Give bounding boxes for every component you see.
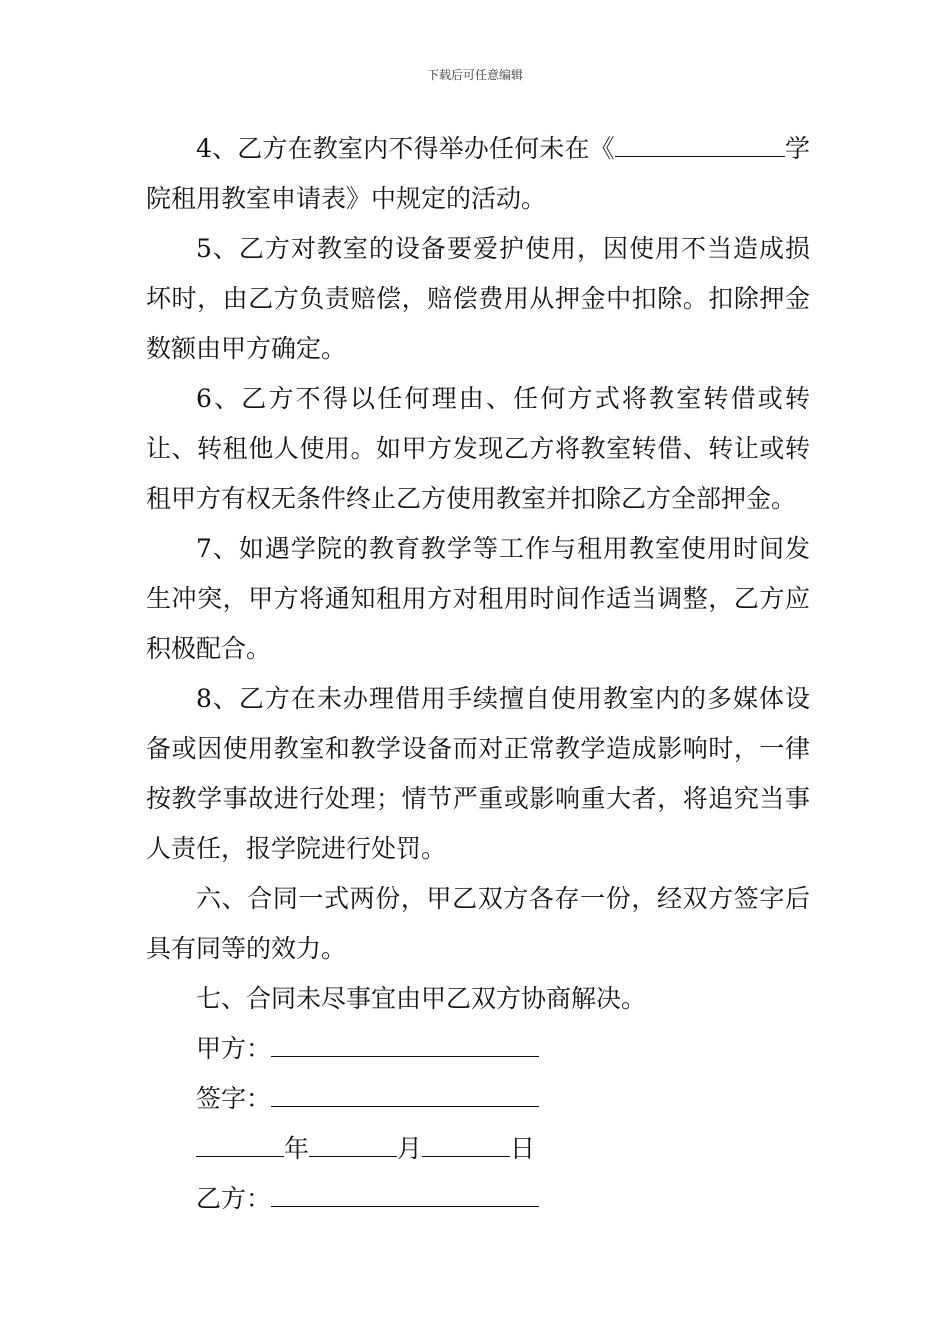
clause-8: 8、乙方在未办理借用手续擅自使用教室内的多媒体设备或因使用教室和教学设备而对正常教学造成影响时，一律按教学事故进行处理；情节严重或影响重大者，将追究当事人责任，报学院进行处罚。 (146, 684, 810, 863)
page-header: 下载后可任意编辑 (426, 68, 523, 82)
clause-4 (146, 124, 810, 224)
sign-blank (271, 1082, 539, 1107)
party-b-blank (271, 1182, 539, 1207)
party-a-blank (271, 1032, 539, 1057)
clause-7: 7、如遇学院的教育教学等工作与租用教室使用时间发生冲突，甲方将通知租用方对租用时间作适当调整，乙方应积极配合。 (146, 534, 810, 663)
clause-4-text-before: 4、乙方在教室内不得举办任何未在《 (196, 134, 615, 163)
party-b-label: 乙方： (196, 1184, 272, 1213)
day-blank (422, 1132, 510, 1157)
party-a-line (146, 1024, 810, 1074)
party-b-line (146, 1174, 810, 1224)
year-label: 年 (284, 1134, 310, 1163)
year-blank (196, 1132, 284, 1157)
day-label: 日 (510, 1134, 536, 1163)
clause-5: 5、乙方对教室的设备要爱护使用，因使用不当造成损坏时，由乙方负责赔偿，赔偿费用从押金中扣除。扣除押金数额由甲方确定。 (146, 234, 810, 363)
sign-label: 签字： (196, 1084, 272, 1113)
clause-4-text-after: 学院租用教室申请表》中规定的活动。 (146, 134, 810, 213)
document-body (146, 124, 810, 1224)
college-name-blank (615, 132, 785, 157)
month-blank (309, 1132, 397, 1157)
date-line (146, 1124, 810, 1174)
clause-6: 6、乙方不得以任何理由、任何方式将教室转借或转让、转租他人使用。如甲方发现乙方将教室转借、转让或转租甲方有权无条件终止乙方使用教室并扣除乙方全部押金。 (146, 384, 810, 513)
sign-line (146, 1074, 810, 1124)
month-label: 月 (397, 1134, 423, 1163)
clause-copies: 六、合同一式两份，甲乙双方各存一份，经双方签字后具有同等的效力。 (146, 884, 810, 963)
clause-unresolved: 七、合同未尽事宜由甲乙双方协商解决。 (196, 984, 647, 1013)
party-a-label: 甲方： (196, 1034, 272, 1063)
